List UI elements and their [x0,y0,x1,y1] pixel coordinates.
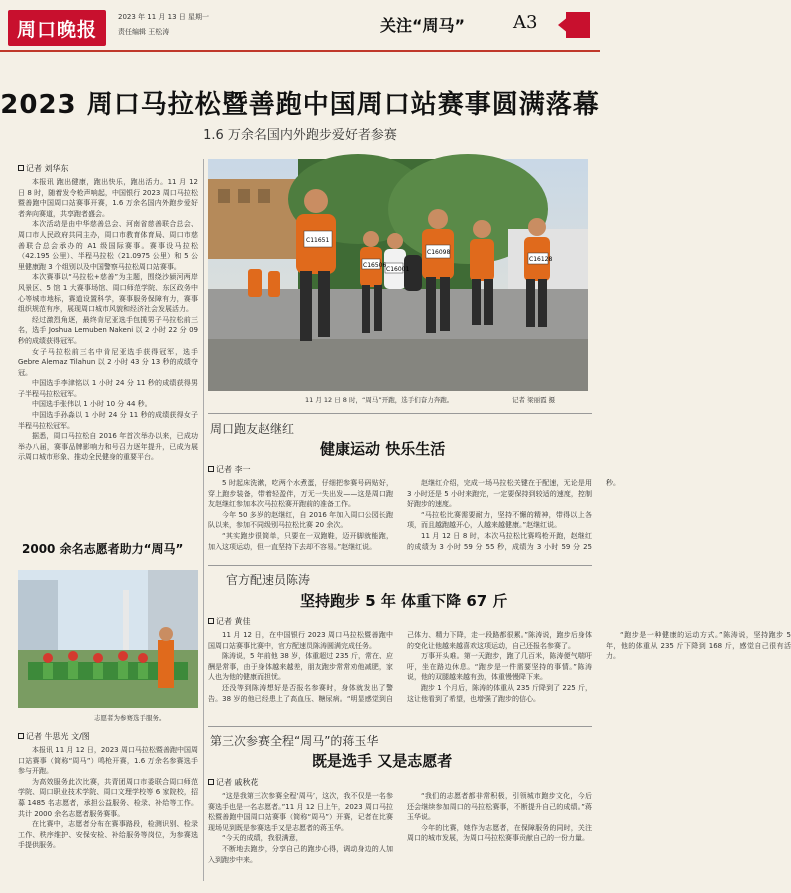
paragraph: 本次活动是由中华慈善总会、河南省慈善联合总会、周口市人民政府共同主办，周口市教育体育局、周口市慈善联合总会承办的 A1 级国际赛事。赛事设马拉松（42.195 公里）、半程马拉松（21.0975 公里）和 5 公里健康跑 3 个组别以及中国警察马拉松周口站赛事。 [18,220,198,271]
paragraph: 女子马拉松前三名中肯尼亚选手获得冠军，选手 Gebre Alemaz Tilahun 以 2 小时 43 分 13 秒的成绩夺冠。 [18,347,198,377]
volunteers-headline: 2000 余名志愿者助力“周马” [22,542,184,556]
byline-box-icon [208,618,214,624]
paragraph: 11 月 12 日 8 时，本次马拉松比赛鸣枪开跑，赵继红的成绩为 3 小时 59 分 55 秒，成绩为 3 小时 59 分 25 秒。 [407,479,620,551]
story3-kicker: 官方配速员陈涛 [226,573,311,587]
story2-article-body [208,478,620,562]
section-rule [208,565,592,566]
column-title: 关注“周马” [380,16,466,35]
volunteers-photo-illustration [18,570,198,708]
story2-kicker: 周口跑友赵继红 [210,422,295,436]
story3-article-body [208,630,791,722]
column-divider [203,159,204,881]
paragraph: 本报讯 跑出健康，跑出快乐，跑出活力。11 月 12 日 8 时，随着发令枪声响起，中国银行 2023 周口马拉松暨善跑中国周口站赛事开赛，1.6 万余名国内外跑步爱好者奔向赛道，共享跑者盛会。 [18,178,198,218]
paragraph: “我们的志愿者都非常积极，引领城市跑步文化，今后还会继续参加周口的马拉松赛事，不断提升自己的成绩。”蒋玉华说。 [407,792,592,822]
story4-article-body [208,791,592,883]
story2-byline: 记者 李一 [208,464,251,475]
paragraph: “今天的成绩，我很满意， [222,834,303,843]
page-number: A3 [513,12,538,33]
paragraph: 中国选手孙淼以 1 小时 24 分 11 秒的成绩获得女子半程马拉松冠军。 [18,411,198,430]
paragraph: 陈涛说，5 年前他 38 岁，体重超过 235 斤，常在、应酬是常事，由于身体越来越差，朋友跑步常常劝他减肥，家人也为他的健康而担忧。 [208,652,393,682]
paragraph: 5 时起床洗漱，吃两个水煮蛋，仔细把参赛号码贴好，穿上跑步装备，带着轻盈伴，万无一失出发——这是周口跑友赵继红参加本次马拉松赛开跑前的准备工作。 [208,479,393,509]
paragraph: 万事开头难。第一天跑步，跑了几百米，陈涛便气喘吁吁，坐在路边休息。“跑步是一件需要坚持的事情。”陈涛说，他的双腿越来越有劲，体重慢慢降下来。 [407,652,592,682]
editor-credit: 责任编辑 王松涛 [118,28,170,36]
paragraph: 还没等到陈涛想好是否报名参赛时，身体就发出了警告。38 岁的他已经患上了高血压、糖尿病。“明显感觉到自己体力、精力下降，走一段路都很累。”陈涛说，跑步后身体的变化让他越来越喜欢这项运动，自己还报名参赛了。 [208,631,592,703]
paragraph: 今年 50 多岁的赵继红，自 2016 年加入周口公园长跑队以来，参加不同级别马拉松比赛 20 余次。 [208,510,393,530]
bib-label: C16001 [386,266,410,273]
bib-label: C11651 [306,237,330,244]
newspaper-header [0,0,600,52]
main-byline: 记者 刘华东 [18,163,69,174]
paragraph: 今年的比赛，她作为志愿者，在保障服务的同时，关注周口的城市发展，为周口马拉松赛事贡献自己的一份力量。 [407,823,592,843]
paragraph: 不断地去跑步，分享自己的跑步心得，调动身边的人加入到跑步中来。 [208,844,393,864]
paragraph: “这是我第三次参赛全程‘周马’，这次，我不仅是一名参赛选手也是一名志愿者。”11 月 12 日上午，2023 周口马拉松暨善跑中国周口站赛事（简称“周马”）开赛，记者在比赛现场见到既是参赛选手又是志愿者的蒋玉华。 [208,792,393,832]
bib-label: C16506 [363,262,387,269]
paragraph: 据悉，周口马拉松自 2016 年首次举办以来，已成功举办八届，赛事品牌影响力和号召力逐年提升，已成为展示周口城市形象、推动全民健身的重要平台。 [18,432,198,462]
bib-label: C16098 [427,249,451,256]
paragraph: 中国选手张伟以 1 小时 10 分 44 秒。 [32,400,152,409]
page-tab-block [566,12,590,38]
section-rule [208,726,592,727]
paragraph: 在比赛中，志愿者分布在赛事路段，检测识别、检录工作、秩序维护、安保安检、补给服务等岗位，为参赛选手提供服务。 [18,820,198,850]
volunteers-photo-caption: 志愿者为参赛选手服务。 [94,714,166,722]
story2-headline: 健康运动 快乐生活 [320,440,446,458]
paragraph: “马拉松比赛需要耐力，坚持不懈的精神，带得以上各项，而且越跑越开心，人越来越健康。”赵继红说。 [407,510,592,530]
main-photo-caption: 11 月 12 日 8 时，“周马”开跑，选手们奋力奔跑。 [305,396,454,404]
story3-headline: 坚持跑步 5 年 体重下降 67 斤 [300,592,508,610]
main-photo-runners [208,159,588,391]
story4-headline: 既是选手 又是志愿者 [312,752,453,770]
paragraph: 赵继红介绍，完成一场马拉松关键在于配速，无论是用 3 小时还是 5 小时来跑完，一定要保持到较适的速度，控制好跑步的速度。 [407,479,592,509]
masthead-logo: 周口晚报 [8,10,106,46]
volunteers-byline: 记者 牛思光 文/图 [18,731,90,742]
volunteers-photo [18,570,198,708]
byline-box-icon [208,779,214,785]
paragraph: 11 月 12 日，在中国银行 2023 周口马拉松暨善跑中国周口站赛事比赛中，官方配速员陈涛圆满完成任务。 [208,631,393,650]
byline-box-icon [208,466,214,472]
paragraph: 跑步 1 个月后，陈涛的体重从 235 斤降到了 225 斤，这让他看到了希望，也增强了跑步的信心。 [407,683,592,703]
subheadline: 1.6 万余名国内外跑步爱好者参赛 [203,128,397,143]
paragraph: “其实跑步很简单，只要在一双跑鞋，迈开脚就能跑，加入这项运动，但一直坚持下去却不容易。”赵继红说。 [208,531,393,551]
paragraph: 经过激烈角逐，最终肯尼亚选手包揽男子马拉松前三名，选手 Joshua Lemuben Nakeni 以 2 小时 22 分 09 秒的成绩获得冠军。 [18,315,198,345]
story4-kicker: 第三次参赛全程“周马”的蒋玉华 [210,734,379,748]
paragraph: 为高效服务此次比赛，共青团周口市委联合周口师范学院、周口职业技术学院、周口文理学校等 6 家院校，招募 1485 名志愿者，承担公益服务、检录、补给等工作。共计 2000 余名志愿者服务赛事。 [18,777,198,818]
paragraph: 本报讯 11 月 12 日，2023 周口马拉松暨善跑中国周口站赛事（简称“周马”）鸣枪开赛，1.6 万余名参赛选手参与开跑。 [18,746,198,776]
volunteers-article-body [18,745,198,883]
byline-box-icon [18,165,24,171]
paragraph: “跑步是一种健康的运动方式。”陈涛说，坚持跑步 5 年，他的体重从 235 斤下降到 168 斤，感觉自己很有活力。 [606,631,791,661]
byline-box-icon [18,733,24,739]
main-photo-credit: 记者 梁丽霞 摄 [512,396,556,404]
bib-label: C16128 [529,256,553,263]
story3-byline: 记者 黄佳 [208,616,251,627]
issue-date: 2023 年 11 月 13 日 星期一 [118,13,209,21]
paragraph: 中国选手李津铭以 1 小时 24 分 11 秒的成绩获得男子半程马拉松冠军。 [18,379,198,398]
headline: 2023 周口马拉松暨善跑中国周口站赛事圆满落幕 [0,90,600,120]
marathon-photo-illustration [208,159,588,391]
paragraph: 本次赛事以“马拉松+慈善”为主题，围绕沙颍河两岸风景区、5 馆 1 大赛事场馆、周口师范学院、东区政务中心等城市地标，赛道设置科学，赛事服务保障有力，赛事组织规范有序，展现周口城市风貌和经济社会发展活力。 [18,273,198,314]
story4-byline: 记者 戚秋花 [208,777,259,788]
main-article-body [18,177,198,517]
section-rule [208,413,592,414]
